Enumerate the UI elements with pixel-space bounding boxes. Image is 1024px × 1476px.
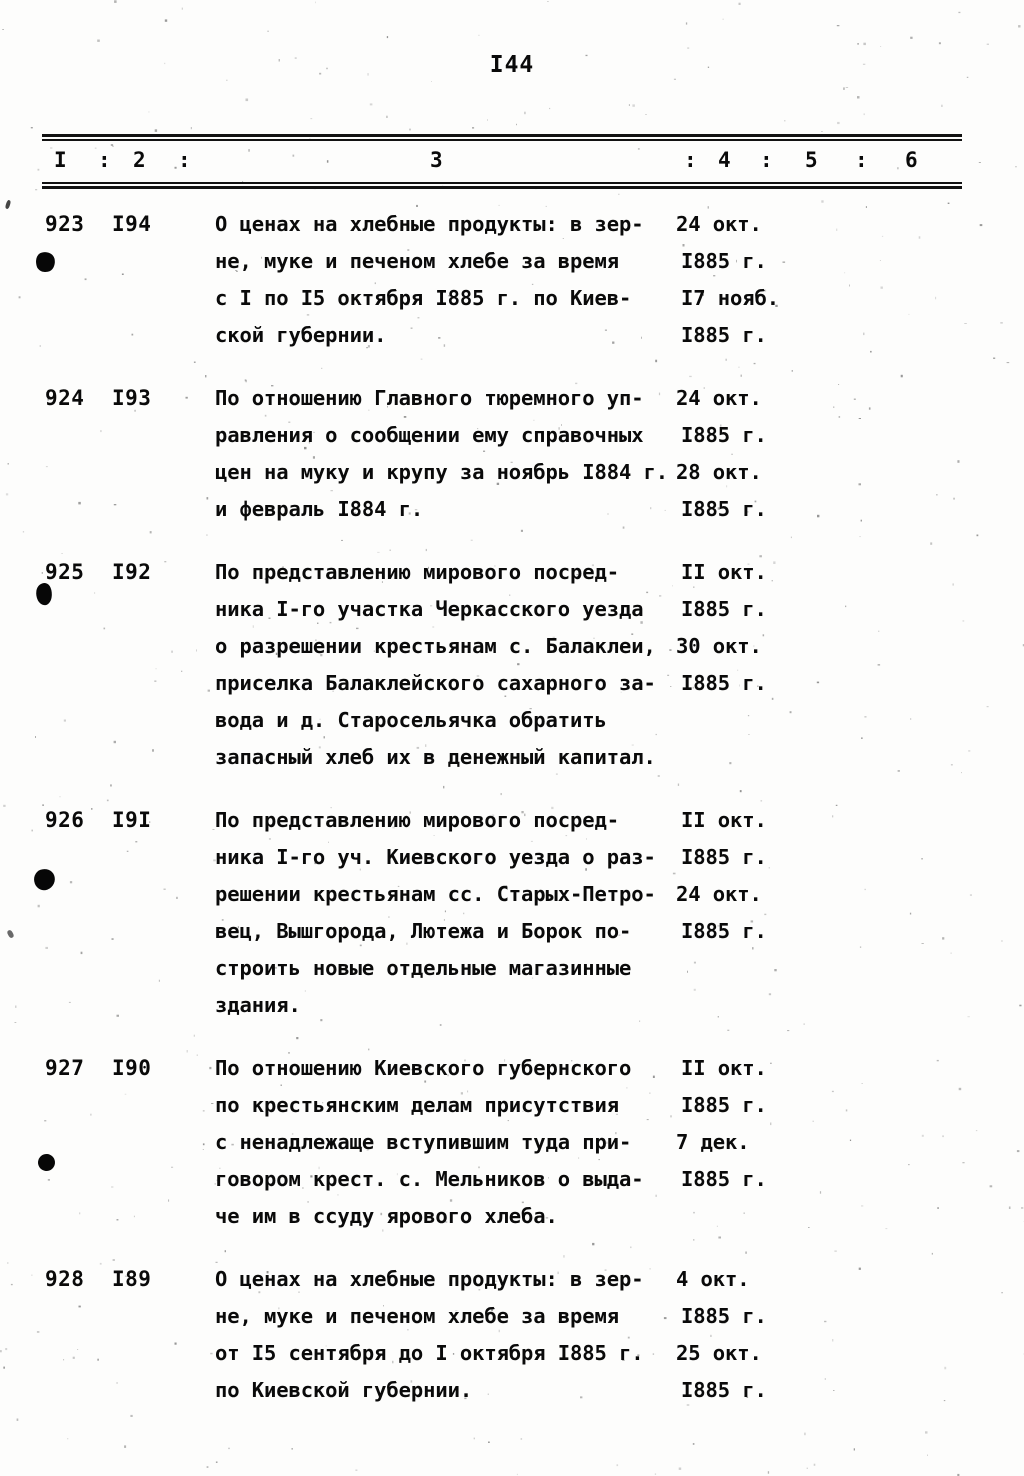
entry-description-line: цен на муку и крупу за ноябрь I884 г. (215, 460, 668, 484)
entry-description-line: здания. (215, 993, 301, 1017)
entry-date-line: I885 г. (681, 249, 767, 273)
entry-old-number: I93 (112, 386, 152, 410)
entry-old-number: I9I (112, 808, 152, 832)
column-header-6: 6 (905, 148, 918, 172)
entry-row (0, 1056, 1024, 1241)
entry-date-line: I885 г. (681, 845, 767, 869)
entry-line (0, 423, 1024, 460)
entry-line (0, 560, 1024, 597)
entry-line (0, 1130, 1024, 1167)
entry-line (0, 1378, 1024, 1415)
entry-description-line: не, муке и печеном хлебе за время (215, 1304, 619, 1328)
entry-line (0, 323, 1024, 360)
margin-speck (5, 200, 12, 210)
entry-description-line: и февраль I884 г. (215, 497, 424, 521)
entry-number: 926 (45, 808, 85, 832)
column-separator-3: : (684, 148, 697, 172)
entry-description-line: ника I-го уч. Киевского уезда о раз- (215, 845, 656, 869)
entry-description-line: вода и д. Старосельячка обратить (215, 708, 607, 732)
entry-description-line: о разрешении крестьянам с. Балаклеи, (215, 634, 656, 658)
entry-date-line: 24 окт. (676, 212, 762, 236)
entry-old-number: I92 (112, 560, 152, 584)
column-separator-2: : (178, 148, 191, 172)
entry-line (0, 845, 1024, 882)
entry-row (0, 560, 1024, 782)
entry-line (0, 634, 1024, 671)
entry-line (0, 882, 1024, 919)
entry-date-line: I885 г. (681, 1167, 767, 1191)
entry-row (0, 386, 1024, 534)
entry-number: 927 (45, 1056, 85, 1080)
entry-line (0, 460, 1024, 497)
entry-description-line: говором крест. с. Мельников о выда- (215, 1167, 644, 1191)
entry-date-line: II окт. (681, 1056, 767, 1080)
entry-line (0, 708, 1024, 745)
column-header-3: 3 (430, 148, 443, 172)
entry-date-line: II окт. (681, 560, 767, 584)
entry-row (0, 212, 1024, 360)
entry-date-line: II окт. (681, 808, 767, 832)
entry-description-line: с I по I5 октября I885 г. по Киев- (215, 286, 632, 310)
entry-line (0, 1267, 1024, 1304)
entry-description-line: По отношению Главного тюремного уп- (215, 386, 644, 410)
entry-date-line: 24 окт. (676, 882, 762, 906)
entry-description-line: вец, Вышгорода, Лютежа и Борок по- (215, 919, 632, 943)
entry-description-line: О ценах на хлебные продукты: в зер- (215, 1267, 644, 1291)
entry-description-line: от I5 сентября до I октября I885 г. (215, 1341, 644, 1365)
entry-number: 925 (45, 560, 85, 584)
entry-line (0, 919, 1024, 956)
entry-date-line: I7 нояб. (681, 286, 779, 310)
page-number: I44 (489, 52, 535, 78)
column-header-1: I (54, 148, 67, 172)
header-rule-top-outer (42, 134, 962, 137)
entry-number: 924 (45, 386, 85, 410)
entry-description-line: запасный хлеб их в денежный капитал. (215, 745, 656, 769)
header-rule-bottom-outer (42, 186, 962, 189)
entry-date-line: I885 г. (681, 497, 767, 521)
entry-line (0, 671, 1024, 708)
entry-line (0, 1093, 1024, 1130)
entry-description-line: О ценах на хлебные продукты: в зер- (215, 212, 644, 236)
entry-line (0, 249, 1024, 286)
entry-line (0, 212, 1024, 249)
entry-row (0, 808, 1024, 1030)
entry-date-line: 25 окт. (676, 1341, 762, 1365)
entry-date-line: I885 г. (681, 1378, 767, 1402)
entry-description-line: ской губернии. (215, 323, 387, 347)
entry-date-line: I885 г. (681, 1304, 767, 1328)
header-rule-bottom-inner (42, 182, 962, 184)
entry-description-line: с ненадлежаще вступившим туда при- (215, 1130, 632, 1154)
entry-line (0, 993, 1024, 1030)
entry-line (0, 1341, 1024, 1378)
entry-description-line: решении крестьянам сс. Старых-Петро- (215, 882, 656, 906)
entry-date-line: 28 окт. (676, 460, 762, 484)
entry-date-line: I885 г. (681, 919, 767, 943)
entry-date-line: I885 г. (681, 1093, 767, 1117)
entry-description-line: равления о сообщении ему справочных (215, 423, 644, 447)
entry-number: 928 (45, 1267, 85, 1291)
header-rule-top-inner (42, 139, 962, 141)
table-column-headers (0, 148, 1024, 182)
entry-description-line: По отношению Киевского губернского (215, 1056, 632, 1080)
entry-line (0, 1167, 1024, 1204)
entry-line (0, 956, 1024, 993)
entry-description-line: По представлению мирового посред- (215, 808, 619, 832)
entry-line (0, 1304, 1024, 1341)
entry-description-line: По представлению мирового посред- (215, 560, 619, 584)
entry-description-line: по Киевской губернии. (215, 1378, 473, 1402)
entry-line (0, 386, 1024, 423)
column-header-4: 4 (718, 148, 731, 172)
entry-list (0, 212, 1024, 1441)
entry-line (0, 597, 1024, 634)
entry-old-number: I94 (112, 212, 152, 236)
column-separator-1: : (98, 148, 111, 172)
entry-date-line: I885 г. (681, 671, 767, 695)
column-separator-5: : (855, 148, 868, 172)
entry-date-line: 4 окт. (676, 1267, 750, 1291)
entry-description-line: че им в ссуду ярового хлеба. (215, 1204, 558, 1228)
entry-description-line: по крестьянским делам присутствия (215, 1093, 619, 1117)
entry-date-line: 30 окт. (676, 634, 762, 658)
entry-date-line: I885 г. (681, 323, 767, 347)
entry-description-line: не, муке и печеном хлебе за время (215, 249, 619, 273)
entry-description-line: строить новые отдельные магазинные (215, 956, 632, 980)
entry-number: 923 (45, 212, 85, 236)
entry-description-line: ника I-го участка Черкасского уезда (215, 597, 644, 621)
entry-line (0, 808, 1024, 845)
entry-line (0, 1204, 1024, 1241)
entry-date-line: I885 г. (681, 423, 767, 447)
column-header-5: 5 (805, 148, 818, 172)
entry-date-line: 7 дек. (676, 1130, 750, 1154)
entry-line (0, 1056, 1024, 1093)
entry-old-number: I90 (112, 1056, 152, 1080)
entry-date-line: I885 г. (681, 597, 767, 621)
entry-old-number: I89 (112, 1267, 152, 1291)
entry-line (0, 286, 1024, 323)
entry-line (0, 745, 1024, 782)
entry-date-line: 24 окт. (676, 386, 762, 410)
entry-row (0, 1267, 1024, 1415)
column-header-2: 2 (133, 148, 146, 172)
column-separator-4: : (760, 148, 773, 172)
entry-description-line: приселка Балаклейского сахарного за- (215, 671, 656, 695)
entry-line (0, 497, 1024, 534)
